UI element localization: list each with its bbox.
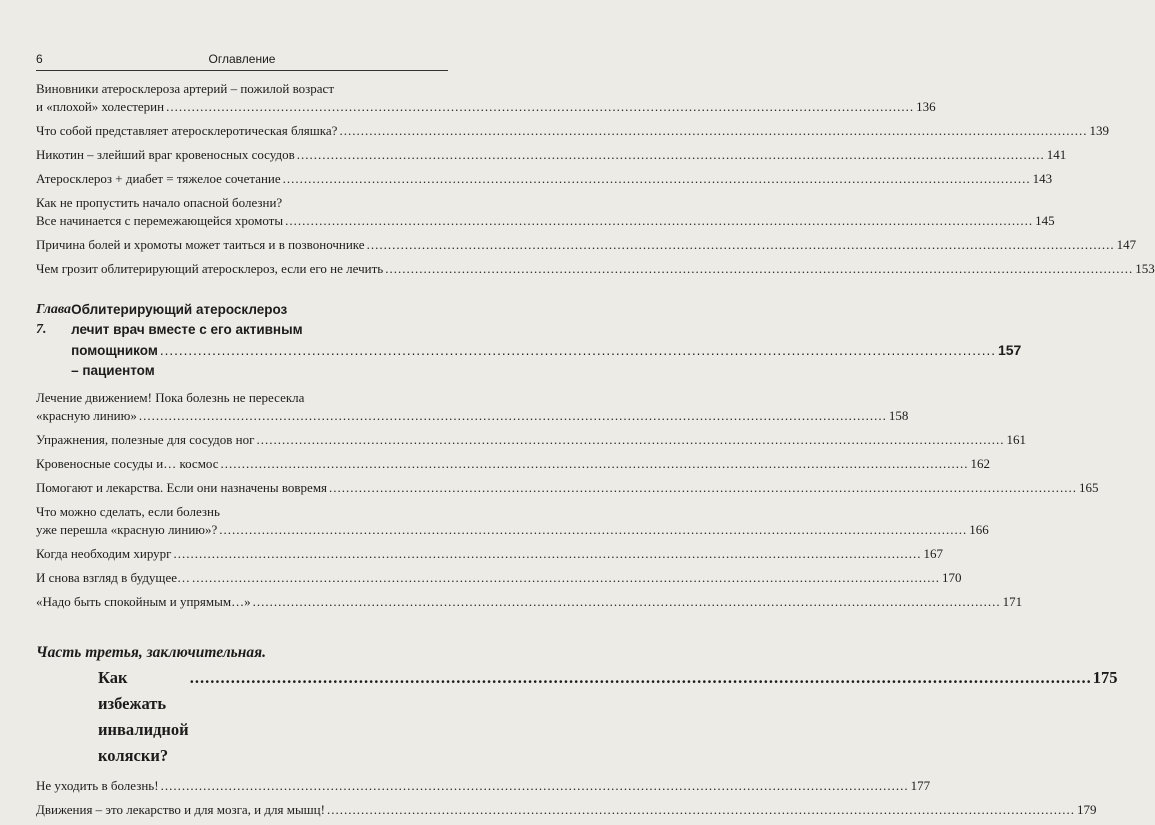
toc-entry [36, 593, 1023, 611]
dot-leader [253, 593, 1001, 611]
toc-group-b [36, 389, 1099, 611]
toc-entry-title: уже перешла «красную линию»? [36, 522, 218, 537]
toc-entry-line: Виновники атеросклероза артерий – пожилой возраст [36, 81, 335, 96]
dot-leader [367, 236, 1115, 254]
toc-entry-title: Чем грозит облитерирующий атеросклероз, если его не лечить [36, 261, 384, 276]
toc-entry [36, 122, 1109, 140]
dot-leader [256, 431, 1004, 449]
dot-leader [339, 122, 1087, 140]
dot-leader [161, 777, 909, 795]
toc-entry-title: Упражнения, полезные для сосудов ног [36, 432, 255, 447]
toc-entry-page-number: 153 [1135, 261, 1155, 276]
toc-entry-last-line [36, 170, 1053, 188]
toc-entry-last-line [36, 521, 989, 539]
toc-entry-page-number: 162 [970, 456, 991, 471]
toc-entry-page-number: 177 [910, 778, 931, 793]
chapter-page-number: 157 [997, 342, 1022, 358]
toc-entry-title: Не уходить в болезнь! [36, 778, 159, 793]
toc-entry-title: Атеросклероз + диабет = тяжелое сочетание [36, 171, 281, 186]
toc-entry-last-line [36, 260, 1155, 278]
toc-entry-last-line [36, 569, 962, 587]
dot-leader [221, 455, 969, 473]
toc-entry-title: Что собой представляет атеросклеротическая бляшка? [36, 123, 338, 138]
toc-entry-title: Когда необходим хирург [36, 546, 172, 561]
toc-entry [36, 431, 1026, 449]
toc-entry-page-number: 167 [923, 546, 943, 561]
toc-entry-last-line [36, 236, 1137, 254]
toc-entry-page-number: 158 [888, 408, 909, 423]
part-label: Часть третья, заключительная. [36, 644, 266, 661]
toc-entry-page-number: 161 [1006, 432, 1026, 447]
toc-chapter-7 [36, 300, 1022, 381]
toc-entry-last-line [36, 212, 1055, 230]
dot-leader [160, 341, 996, 361]
dot-leader [190, 665, 1092, 691]
toc-entry-page-number: 170 [941, 570, 962, 585]
dot-leader [329, 479, 1077, 497]
dot-leader [166, 98, 914, 116]
chapter-label: Глава 7. [36, 302, 72, 337]
toc-entry-line: Как не пропустить начало опасной болезни? [36, 195, 283, 210]
toc-entry-line: Лечение движением! Пока болезнь не пересекла [36, 390, 305, 405]
toc-entry-title: Все начинается с перемежающейся хромоты [36, 213, 284, 228]
toc-entry-page-number: 166 [969, 522, 989, 537]
dot-leader [192, 569, 940, 587]
chapter-title-last-line [71, 340, 1021, 381]
toc-entry-page-number: 143 [1032, 171, 1053, 186]
toc-entry-page-number: 145 [1035, 213, 1055, 228]
toc-entry-page-number: 136 [916, 99, 936, 114]
toc-entry-title: «Надо быть спокойным и упрямым…» [36, 594, 251, 609]
toc-entry-title: Движения – это лекарство и для мозга, и для мышц! [36, 802, 325, 817]
part-title-text: Как избежать инвалидной коляски? [98, 668, 189, 765]
toc-entry [36, 389, 909, 425]
toc-entry [36, 801, 1097, 819]
page-number: 6 [36, 52, 43, 66]
dot-leader [173, 545, 921, 563]
dot-leader [139, 407, 887, 425]
toc-entry-title: Никотин – злейший враг кровеносных сосудов [36, 147, 295, 162]
toc-entry [36, 569, 962, 587]
toc-entry [36, 260, 1155, 278]
running-title: Оглавление [208, 52, 276, 66]
toc-entry-line: Что можно сделать, если болезнь [36, 504, 220, 519]
toc-entry-last-line [36, 146, 1067, 164]
toc-entry [36, 170, 1053, 188]
part-page-number: 175 [1092, 668, 1118, 687]
toc-entry-title: Кровеносные сосуды и… космос [36, 456, 219, 471]
toc-group-c [36, 777, 1097, 819]
toc-part-3 [36, 641, 1118, 769]
toc-entry-last-line [36, 122, 1109, 140]
toc-entry [36, 80, 936, 116]
toc-entry-last-line [36, 801, 1097, 819]
toc-entry-page-number: 141 [1046, 147, 1067, 162]
toc-entry-title: Причина болей и хромоты может таиться и в позвоночнике [36, 237, 365, 252]
toc-entry-last-line [36, 455, 991, 473]
toc-entry [36, 777, 931, 795]
toc-entry-last-line [36, 545, 943, 563]
chapter-title [71, 300, 1021, 381]
toc-entry [36, 146, 1067, 164]
toc-entry [36, 479, 1099, 497]
toc-entry-title: Помогают и лекарства. Если они назначены вовремя [36, 480, 328, 495]
toc-entry-last-line [36, 593, 1023, 611]
toc-entry [36, 236, 1137, 254]
toc-entry-page-number: 171 [1002, 594, 1023, 609]
dot-leader [219, 521, 967, 539]
dot-leader [297, 146, 1045, 164]
toc-entry-title: И снова взгляд в будущее… [36, 570, 190, 585]
toc-entry-title: и «плохой» холестерин [36, 99, 165, 114]
toc-entry [36, 194, 1055, 230]
toc-entry-last-line [36, 777, 931, 795]
toc-entry [36, 455, 991, 473]
page-header [36, 48, 448, 71]
toc-entry-page-number: 139 [1089, 123, 1109, 138]
dot-leader [385, 260, 1133, 278]
dot-leader [283, 170, 1031, 188]
dot-leader [327, 801, 1075, 819]
toc-entry-last-line [36, 479, 1099, 497]
toc-entry-page-number: 179 [1076, 802, 1097, 817]
chapter-title-line: лечит врач вместе с его активным [71, 322, 303, 337]
toc-entry-page-number: 147 [1116, 237, 1137, 252]
toc-entry [36, 545, 943, 563]
toc-entry-title: «красную линию» [36, 408, 137, 423]
dot-leader [285, 212, 1033, 230]
toc-entry-page-number: 165 [1079, 480, 1099, 495]
toc-group-a [36, 80, 1155, 278]
table-of-contents [36, 80, 1155, 825]
toc-entry-last-line [36, 431, 1026, 449]
chapter-title-line: Облитерирующий атеросклероз [71, 302, 288, 317]
part-title-line [36, 665, 1118, 769]
toc-entry-last-line [36, 407, 909, 425]
toc-entry-last-line [36, 98, 936, 116]
chapter-title-text: помощником – пациентом [71, 343, 158, 378]
toc-entry [36, 503, 989, 539]
